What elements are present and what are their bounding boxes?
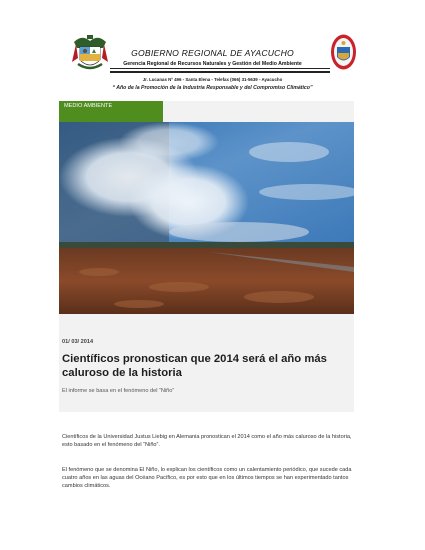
article-lede: El informe se basa en el fenómeno del “Niño” [62, 388, 175, 394]
body-paragraph: Científicos de la Universidad Justus Liebig en Alemania pronostican el 2014 como el año más caluroso de la historia, esto basado en el fenómeno del “Niño”. [62, 434, 352, 449]
peru-coat-of-arms-icon [70, 32, 110, 74]
org-address: Jr. Lucanas Nº 496 - Santa Elena - Telefax (066) 31-5639 - Ayacucho [142, 77, 283, 82]
org-subtitle: Gerencia Regional de Recursos Naturales y Gestión del Medio Ambiente [123, 61, 302, 67]
org-title: GOBIERNO REGIONAL DE AYACUCHO [131, 48, 294, 58]
article-title[interactable]: Científicos pronostican que 2014 será el año más caluroso de la historia [62, 353, 327, 379]
header-rule-thick [110, 71, 330, 73]
body-paragraph: El fenómeno que se denomina El Niño, lo explican los científicos como un calentamiento periódico, que sucede cada cuatro años en las aguas del Océano Pacífico, es por esto que en los últimos tiempos se han experimentado tantos cambios climáticos. [62, 467, 352, 490]
category-tag[interactable]: MEDIO AMBIENTE [59, 101, 163, 122]
landscape-photo [59, 122, 354, 314]
header-rule-thin [110, 68, 330, 69]
article-date: 01/ 03/ 2014 [62, 339, 94, 345]
year-motto: “ Año de la Promoción de la Industria Responsable y del Compromiso Climático” [112, 85, 313, 91]
ayacucho-regional-seal-icon [330, 33, 357, 71]
